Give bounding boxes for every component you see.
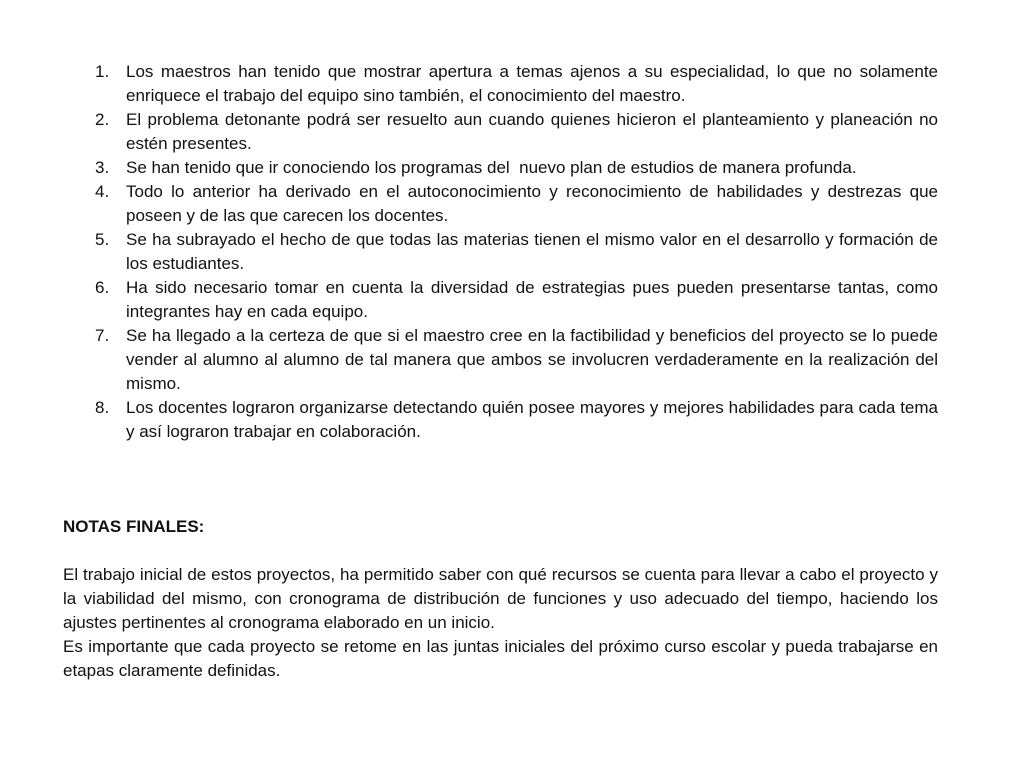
findings-list bbox=[90, 60, 938, 444]
list-item bbox=[90, 324, 938, 396]
list-item-number: 7. bbox=[95, 326, 110, 345]
list-item-text: Se ha subrayado el hecho de que todas las materias tienen el mismo valor en el desarrollo y formación de los estudiantes. bbox=[126, 230, 938, 273]
list-item bbox=[90, 276, 938, 324]
list-item bbox=[90, 108, 938, 156]
final-notes-paragraph: El trabajo inicial de estos proyectos, ha permitido saber con qué recursos se cuenta para llevar a cabo el proyecto y la viabilidad del mismo, con cronograma de distribución de funciones y uso adecuado del tiempo, haciendo los ajustes pertinentes al cronograma elaborado en un inicio. bbox=[63, 565, 948, 632]
list-item-text: Se ha llegado a la certeza de que si el maestro cree en la factibilidad y beneficios del proyecto se lo puede vender al alumno al alumno de tal manera que ambos se involucren verdaderamente en la realización del mismo. bbox=[126, 326, 938, 393]
list-item-number: 4. bbox=[95, 182, 110, 201]
list-item-number: 3. bbox=[95, 158, 110, 177]
list-item-text: Los maestros han tenido que mostrar apertura a temas ajenos a su especialidad, lo que no solamente enriquece el trabajo del equipo sino también, el conocimiento del maestro. bbox=[126, 62, 938, 105]
list-item bbox=[90, 60, 938, 108]
list-item-number: 2. bbox=[95, 110, 110, 129]
final-notes-paragraph: Es importante que cada proyecto se retome en las juntas iniciales del próximo curso escolar y pueda trabajarse en etapas claramente definidas. bbox=[63, 637, 938, 680]
spacer bbox=[63, 539, 938, 563]
list-item-number: 5. bbox=[95, 230, 110, 249]
list-item-text: Todo lo anterior ha derivado en el autoconocimiento y reconocimiento de habilidades y destrezas que poseen y de las que carecen los docentes. bbox=[126, 182, 938, 225]
list-item-number: 6. bbox=[95, 278, 110, 297]
list-item-number: 1. bbox=[95, 62, 110, 81]
list-item bbox=[90, 396, 938, 444]
list-item bbox=[90, 180, 938, 228]
list-item bbox=[90, 156, 938, 180]
list-item-text: Los docentes lograron organizarse detectando quién posee mayores y mejores habilidades para cada tema y así lograron trabajar en colaboración. bbox=[126, 398, 938, 441]
final-notes-section bbox=[63, 515, 948, 683]
list-item-number: 8. bbox=[95, 398, 110, 417]
list-item bbox=[90, 228, 938, 276]
final-notes-heading: NOTAS FINALES: bbox=[63, 517, 205, 536]
list-item-text: El problema detonante podrá ser resuelto aun cuando quienes hicieron el planteamiento y planeación no estén presentes. bbox=[126, 110, 938, 153]
list-item-text: Se han tenido que ir conociendo los programas del nuevo plan de estudios de manera profunda. bbox=[126, 158, 857, 177]
list-item-text: Ha sido necesario tomar en cuenta la diversidad de estrategias pues pueden presentarse tantas, como integrantes hay en cada equipo. bbox=[126, 278, 938, 321]
